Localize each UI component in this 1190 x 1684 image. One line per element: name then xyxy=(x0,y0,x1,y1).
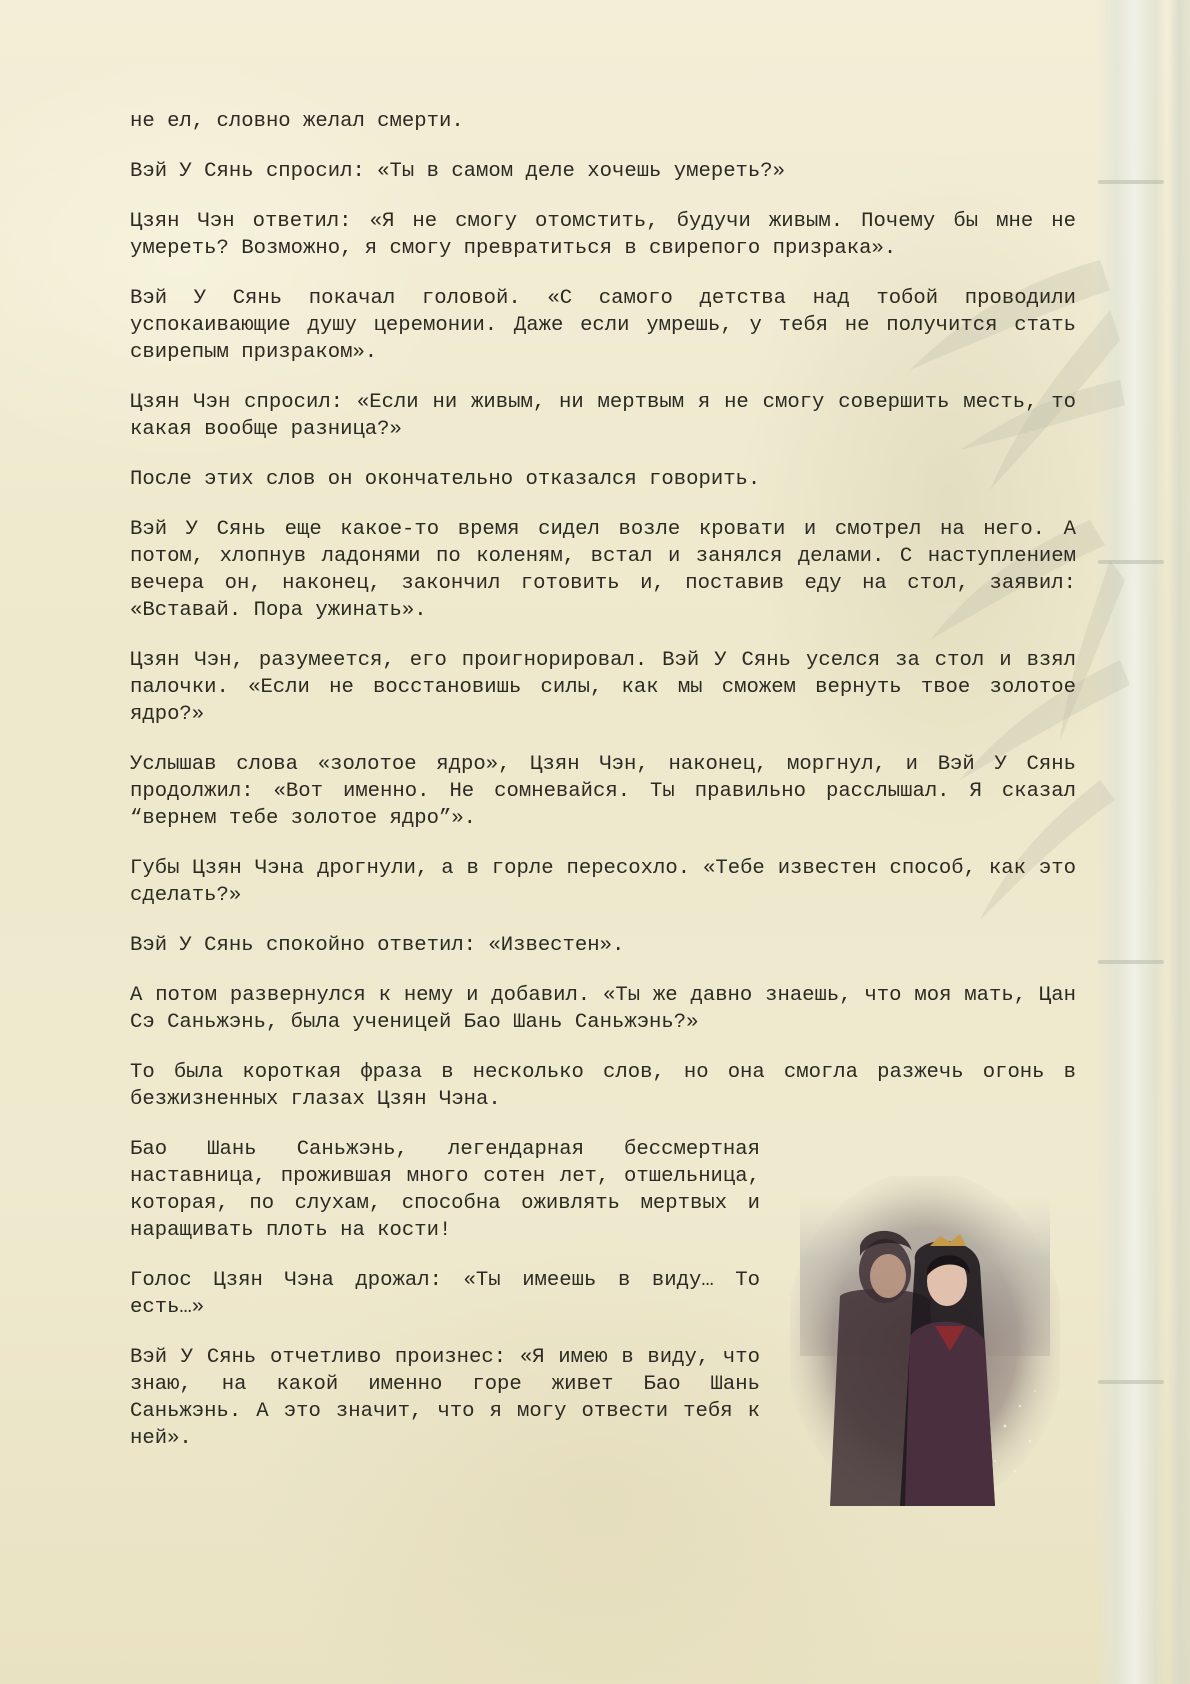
paragraph: Вэй У Сянь отчетливо произнес: «Я имею в виду, что знаю, на какой именно горе живет Бао Шань Саньжэнь. А это значит, что я могу отвести тебя к ней». xyxy=(130,1346,760,1450)
paragraph: Цзян Чэн ответил: «Я не смогу отомстить, будучи живым. Почему бы мне не умереть? Возможно, я смогу превратиться в свирепого призрака». xyxy=(130,210,1076,260)
paragraph: Голос Цзян Чэна дрожал: «Ты имеешь в виду… То есть…» xyxy=(130,1269,760,1319)
bamboo-node xyxy=(1098,1380,1164,1384)
bamboo-node xyxy=(1098,180,1164,184)
paragraph: Вэй У Сянь спросил: «Ты в самом деле хочешь умереть?» xyxy=(130,160,785,183)
character-illustration xyxy=(790,1176,1060,1506)
paragraph: Бао Шань Саньжэнь, легендарная бессмертная наставница, прожившая много сотен лет, отшельница, которая, по слухам, способна оживлять мертвых и наращивать плоть на кости! xyxy=(130,1138,760,1242)
paragraph: А потом развернулся к нему и добавил. «Ты же давно знаешь, что моя мать, Цан Сэ Саньжэнь, была ученицей Бао Шань Саньжэнь?» xyxy=(130,984,1076,1034)
paragraph: Вэй У Сянь спокойно ответил: «Известен». xyxy=(130,934,625,957)
paragraph: Губы Цзян Чэна дрогнули, а в горле пересохло. «Тебе известен способ, как это сделать?» xyxy=(130,857,1076,907)
paragraph: Услышав слова «золотое ядро», Цзян Чэн, наконец, моргнул, и Вэй У Сянь продолжил: «Вот именно. Не сомневайся. Ты правильно расслышал. Я сказал “вернем тебе золотое ядро”». xyxy=(130,753,1076,830)
paragraph: Вэй У Сянь еще какое-то время сидел возле кровати и смотрел на него. А потом, хлопнув ладонями по коленям, встал и занялся делами. С наступлением вечера он, наконец, закончил готовить и, поставив еду на стол, заявил: «Вставай. Пора ужинать». xyxy=(130,518,1076,622)
paragraph: После этих слов он окончательно отказался говорить. xyxy=(130,468,761,491)
paragraph: не ел, словно желал смерти. xyxy=(130,110,464,133)
paragraph: Вэй У Сянь покачал головой. «С самого детства над тобой проводили успокаивающие душу церемонии. Даже если умрешь, у тебя не получится стать свирепым призраком». xyxy=(130,287,1076,364)
paragraph: Цзян Чэн спросил: «Если ни живым, ни мертвым я не смогу совершить месть, то какая вообще разница?» xyxy=(130,391,1076,441)
paragraph: Цзян Чэн, разумеется, его проигнорировал. Вэй У Сянь уселся за стол и взял палочки. «Если не восстановишь силы, как мы сможем вернуть твое золотое ядро?» xyxy=(130,649,1076,726)
paragraph: То была короткая фраза в несколько слов, но она смогла разжечь огонь в безжизненных глазах Цзян Чэна. xyxy=(130,1061,1076,1111)
